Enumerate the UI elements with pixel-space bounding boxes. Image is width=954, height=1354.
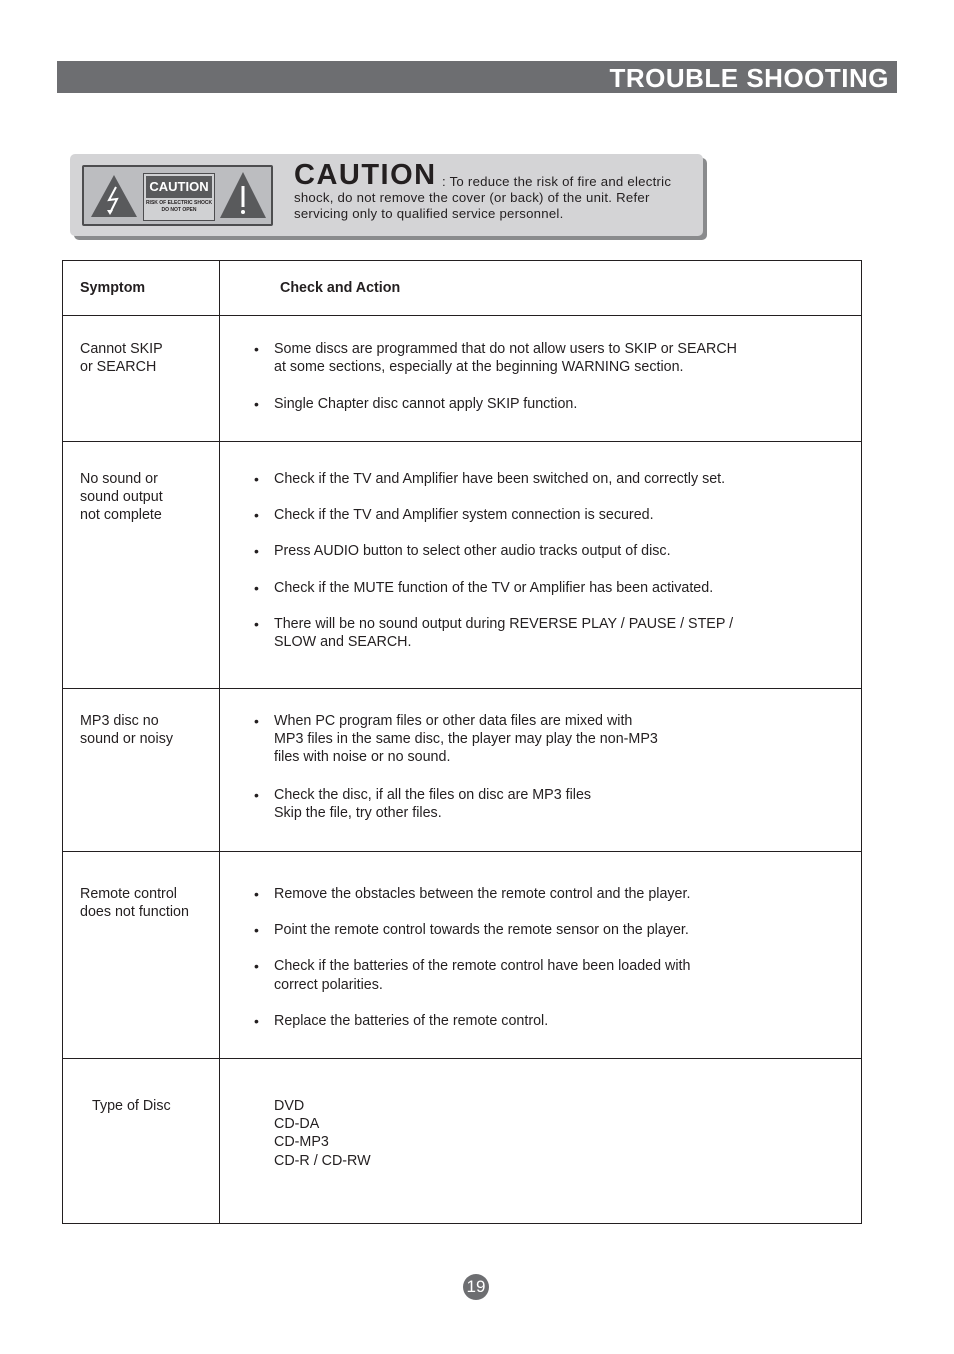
table-header-row [63,261,862,316]
symptom-text: MP3 disc no sound or noisy [80,713,173,748]
disc-type: DVD [274,1098,305,1114]
symptom-text: Remote control does not function [80,886,189,921]
symptom-cell [63,852,220,1059]
action-item: • Replace the batteries of the remote control. [253,1012,861,1030]
disc-type: CD-MP3 [274,1134,329,1151]
action-item: • Some discs are programmed that do not allow users to SKIP or SEARCH at some sections, especially at the beginning WARNING section. [253,340,861,376]
page-title: TROUBLE SHOOTING [609,63,889,93]
exclamation-warning-icon [218,170,268,220]
table-row [63,689,862,852]
action-item: • Single Chapter disc cannot apply SKIP function. [253,395,861,413]
action-item: • Remove the obstacles between the remote control and the player. [253,885,861,903]
action-item: • Check if the TV and Amplifier system connection is secured. [253,506,861,524]
action-header: Check and Action [220,261,862,316]
table-row [63,442,862,689]
symptom-cell [63,1059,220,1224]
symptom-text: Type of Disc [92,1098,171,1114]
action-item: • Check if the batteries of the remote control have been loaded with correct polarities. [253,957,861,993]
caution-heading: CAUTION [294,159,437,191]
caution-line-1: : To reduce the risk of fire and electric [442,174,672,189]
disc-type: CD-R / CD-RW [274,1152,371,1169]
page-number: 19 [463,1274,489,1300]
action-item: • Check if the MUTE function of the TV or Amplifier has been activated. [253,579,861,597]
disc-type: CD-DA [274,1116,320,1133]
symptom-cell [63,316,220,442]
symptom-text: No sound or sound output not complete [80,471,163,524]
disc-type-cell [220,1059,862,1224]
table-row [63,316,862,442]
action-cell [220,442,862,689]
troubleshooting-table [62,260,862,1224]
table-row [63,1059,862,1224]
action-item: • There will be no sound output during REVERSE PLAY / PAUSE / STEP / SLOW and SEARCH. [253,615,861,651]
caution-box [70,154,703,236]
caution-text [294,174,704,222]
header-bar [57,61,897,93]
action-item: • Point the remote control towards the remote sensor on the player. [253,921,861,939]
action-cell [220,689,862,852]
symptom-cell [63,442,220,689]
action-item: • Check the disc, if all the files on disc are MP3 files Skip the file, try other files. [253,786,861,822]
action-item: • Check if the TV and Amplifier have been switched on, and correctly set. [253,470,861,488]
caution-line-2: shock, do not remove the cover (or back) of the unit. Refer [294,190,650,205]
symptom-cell [63,689,220,852]
table-row [63,852,862,1059]
caution-line-3: servicing only to qualified service personnel. [294,206,564,221]
symptom-text: Cannot SKIP or SEARCH [80,341,163,376]
caution-label [82,165,273,226]
caution-label-sub2: DO NOT OPEN [161,207,197,213]
action-item: • Press AUDIO button to select other audio tracks output of disc. [253,542,861,560]
action-item: • When PC program files or other data files are mixed with MP3 files in the same disc, the player may play the non-MP3 files with noise or no sound. [253,712,861,767]
action-cell [220,316,862,442]
action-cell [220,852,862,1059]
caution-label-title: CAUTION [146,176,212,198]
caution-label-sub1: RISK OF ELECTRIC SHOCK [145,200,213,206]
caution-label-center [143,173,215,221]
symptom-header: Symptom [63,261,220,316]
electric-shock-warning-icon [89,173,139,219]
